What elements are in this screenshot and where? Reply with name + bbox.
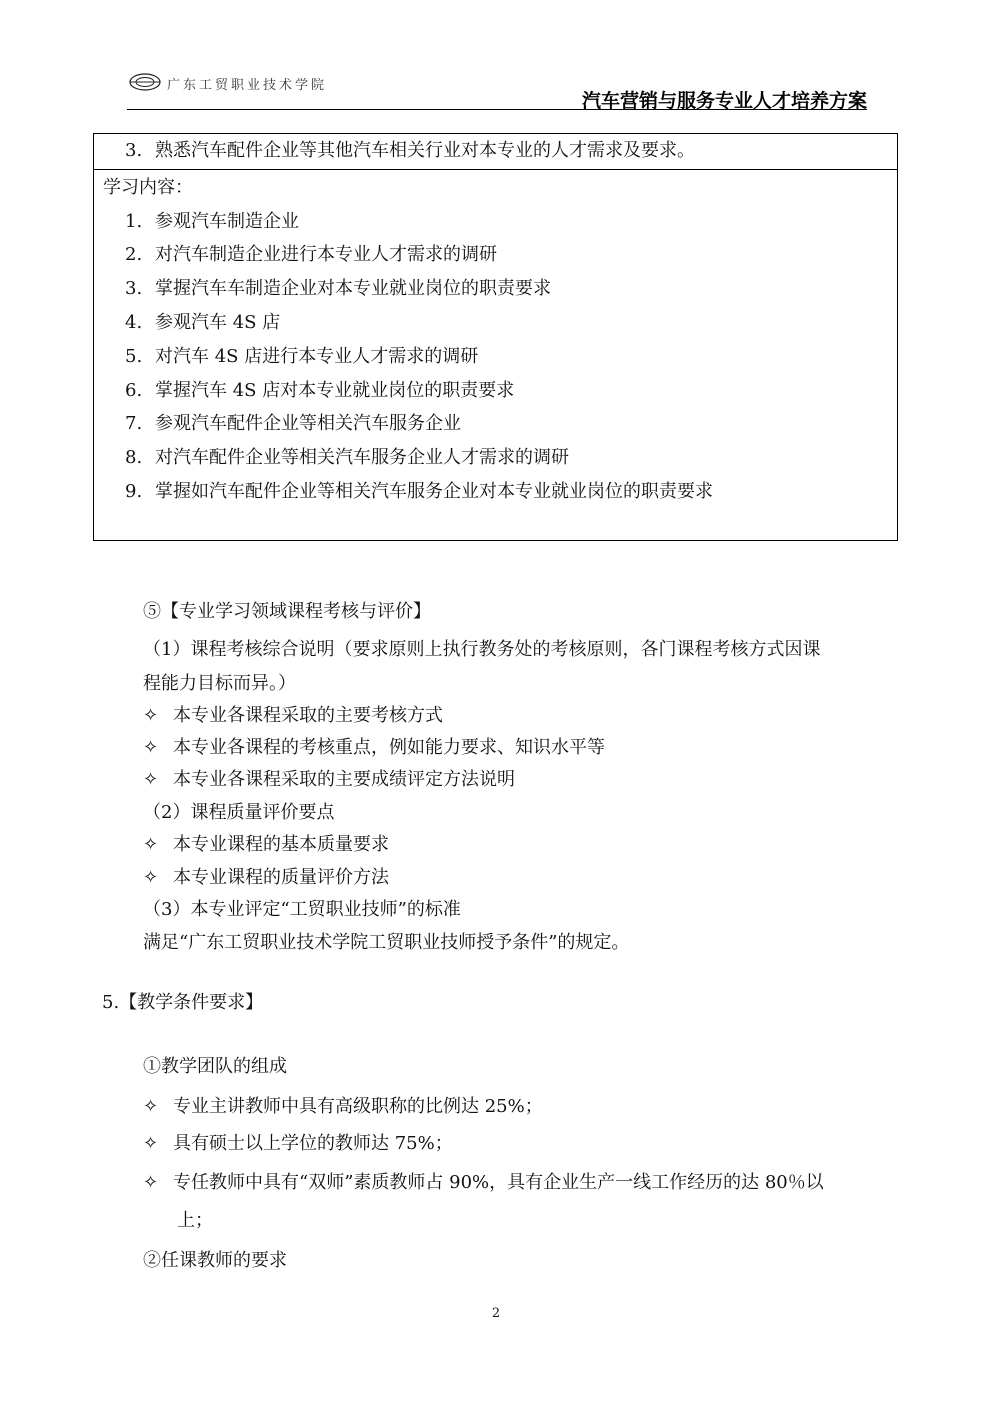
list-item bbox=[125, 480, 713, 504]
bullet-item bbox=[143, 767, 515, 793]
bullet-item bbox=[143, 703, 443, 729]
item-number: 6. bbox=[125, 380, 143, 401]
section-heading-assessment: ⑤【专业学习领域课程考核与评价】 bbox=[143, 601, 431, 622]
section-heading-teaching: 5.【教学条件要求】 bbox=[102, 992, 264, 1013]
learning-content-label: 学习内容： bbox=[103, 177, 193, 198]
item-number: 8. bbox=[125, 447, 143, 468]
header-divider bbox=[127, 109, 867, 110]
list-item bbox=[125, 345, 478, 369]
item-text: 参观汽车制造企业 bbox=[155, 211, 299, 232]
bullet-diamond-icon: ✧ bbox=[143, 737, 159, 758]
bullet-text: 本专业各课程采取的主要考核方式 bbox=[173, 705, 443, 726]
list-item bbox=[125, 210, 299, 234]
item-number: 9. bbox=[125, 481, 143, 502]
bullet-diamond-icon: ✧ bbox=[143, 867, 159, 888]
bullet-text: 具有硕士以上学位的教师达 75%； bbox=[173, 1133, 453, 1154]
bullet-text: 本专业各课程的考核重点，例如能力要求、知识水平等 bbox=[173, 737, 605, 758]
bullet-item bbox=[143, 1131, 453, 1157]
bullet-diamond-icon: ✧ bbox=[143, 705, 159, 726]
bullet-diamond-icon: ✧ bbox=[143, 1096, 159, 1117]
bullet-item bbox=[143, 865, 389, 891]
bullet-diamond-icon: ✧ bbox=[143, 1172, 159, 1193]
bullet-text: 专任教师中具有“双师”素质教师占 90%，具有企业生产一线工作经历的达 80％以 bbox=[173, 1172, 824, 1193]
item-text: 掌握汽车 4S 店对本专业就业岗位的职责要求 bbox=[155, 380, 515, 401]
item-number: 5. bbox=[125, 346, 143, 367]
item-text: 对汽车 4S 店进行本专业人才需求的调研 bbox=[155, 346, 479, 367]
bullet-diamond-icon: ✧ bbox=[143, 834, 159, 855]
item-number: 3. bbox=[125, 278, 143, 299]
bullet-text: 专业主讲教师中具有高级职称的比例达 25%； bbox=[173, 1096, 543, 1117]
page-number: 2 bbox=[491, 1306, 501, 1321]
item-text: 熟悉汽车配件企业等其他汽车相关行业对本专业的人才需求及要求。 bbox=[155, 140, 695, 161]
paragraph: （3）本专业评定“工贸职业技师”的标准 bbox=[143, 899, 461, 920]
list-item bbox=[125, 311, 280, 335]
item-text: 掌握如汽车配件企业等相关汽车服务企业对本专业就业岗位的职责要求 bbox=[155, 481, 713, 502]
item-text: 参观汽车配件企业等相关汽车服务企业 bbox=[155, 413, 461, 434]
bullet-item bbox=[143, 1170, 824, 1196]
subheading: ①教学团队的组成 bbox=[143, 1056, 287, 1077]
item-number: 1. bbox=[125, 211, 143, 232]
bullet-text: 本专业课程的质量评价方法 bbox=[173, 867, 389, 888]
paragraph: （2）课程质量评价要点 bbox=[143, 802, 335, 823]
list-item bbox=[125, 277, 551, 301]
school-logo bbox=[127, 72, 342, 92]
bullet-text: 本专业各课程采取的主要成绩评定方法说明 bbox=[173, 769, 515, 790]
item-number: 3. bbox=[125, 140, 143, 161]
document-title: 汽车营销与服务专业人才培养方案 bbox=[581, 90, 867, 112]
paragraph: （1）课程考核综合说明（要求原则上执行教务处的考核原则，各门课程考核方式因课 bbox=[143, 639, 821, 660]
paragraph: 满足“广东工贸职业技术学院工贸职业技师授予条件”的规定。 bbox=[143, 932, 630, 953]
paragraph: 程能力目标而异。） bbox=[143, 673, 296, 694]
bullet-text-continuation: 上； bbox=[177, 1210, 213, 1231]
subheading: ②任课教师的要求 bbox=[143, 1250, 287, 1271]
item-number: 2. bbox=[125, 244, 143, 265]
bullet-diamond-icon: ✧ bbox=[143, 1133, 159, 1154]
list-item bbox=[125, 243, 497, 267]
item-text: 掌握汽车车制造企业对本专业就业岗位的职责要求 bbox=[155, 278, 551, 299]
logo-text: 广东工贸职业技术学院 bbox=[167, 78, 328, 92]
list-item bbox=[125, 446, 569, 470]
item-text: 对汽车配件企业等相关汽车服务企业人才需求的调研 bbox=[155, 447, 569, 468]
item-text: 对汽车制造企业进行本专业人才需求的调研 bbox=[155, 244, 497, 265]
item-number: 4. bbox=[125, 312, 143, 333]
table-cell-learning-content bbox=[93, 169, 898, 541]
item-number: 7. bbox=[125, 413, 143, 434]
bullet-text: 本专业课程的基本质量要求 bbox=[173, 834, 389, 855]
list-item bbox=[125, 379, 514, 403]
table-row-top bbox=[93, 133, 898, 170]
bullet-diamond-icon: ✧ bbox=[143, 769, 159, 790]
bullet-item bbox=[143, 832, 389, 858]
item-text: 参观汽车 4S 店 bbox=[155, 312, 281, 333]
bullet-item bbox=[143, 1094, 543, 1120]
list-item bbox=[125, 412, 461, 436]
bullet-item bbox=[143, 735, 605, 761]
